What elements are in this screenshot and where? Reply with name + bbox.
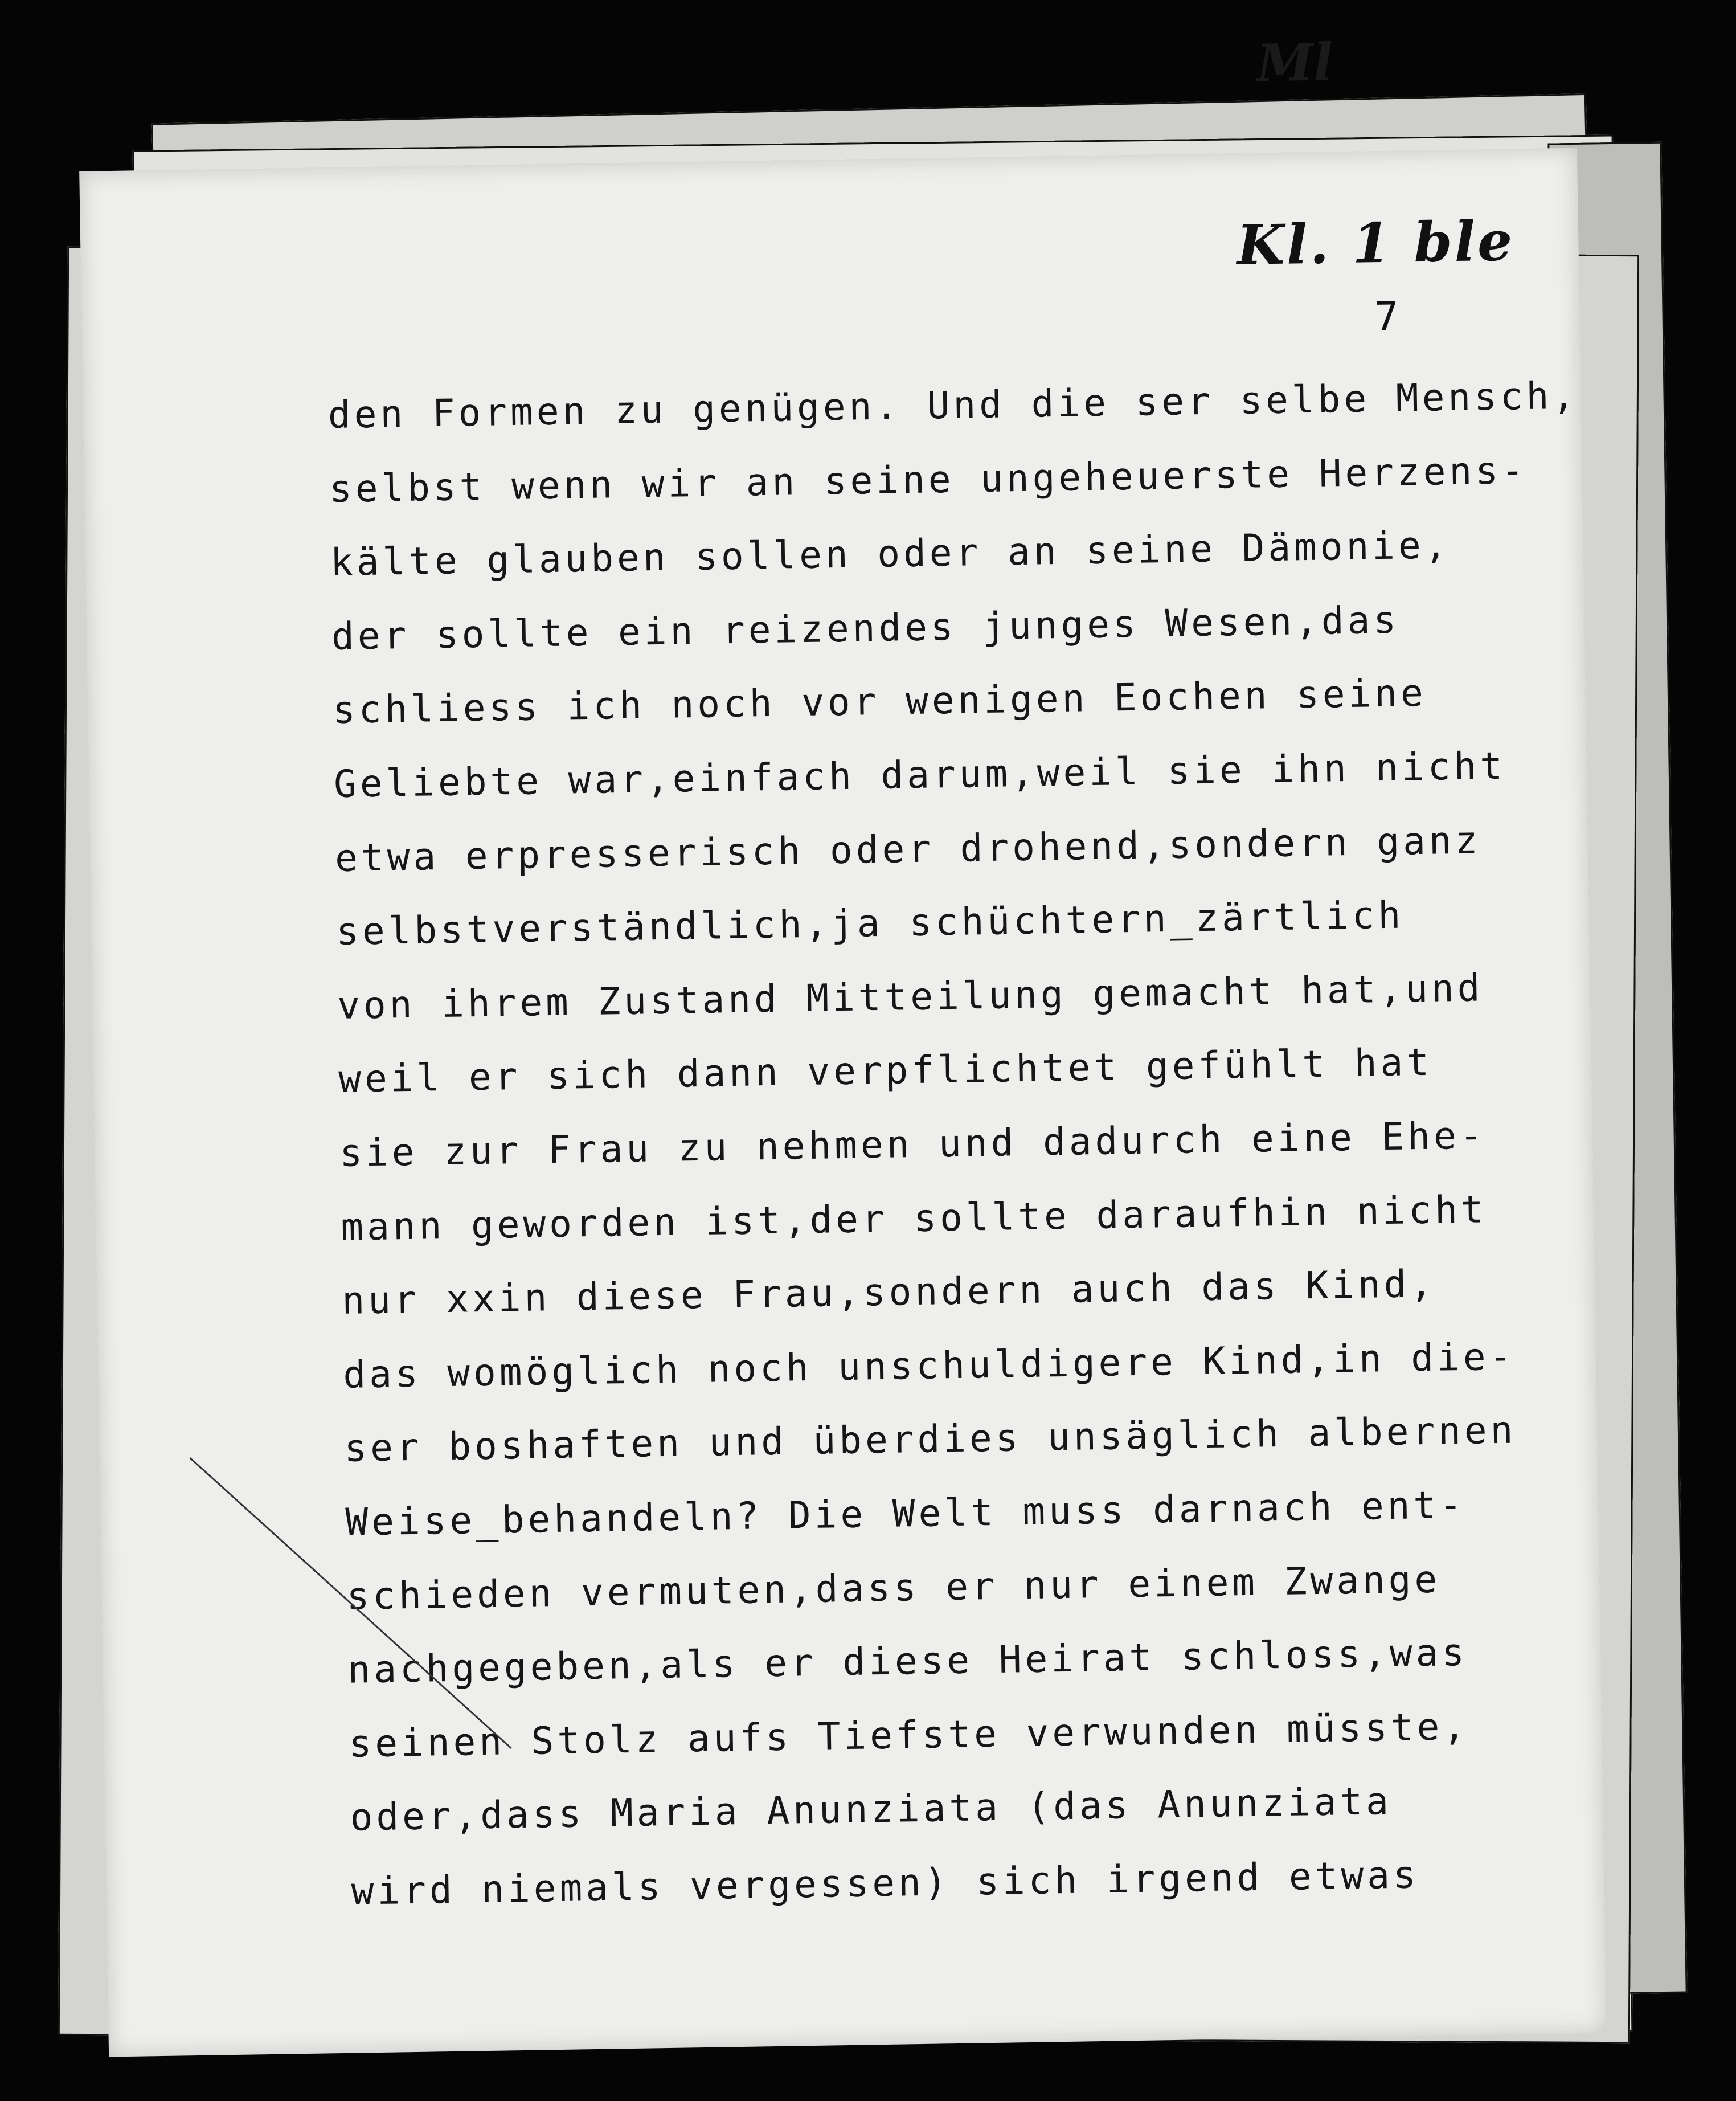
text-line: den Formen zu genügen. Und die ser selbe Mensch,	[327, 373, 1579, 438]
text-line: schieden vermuten,dass er nur einem Zwange	[346, 1557, 1441, 1618]
text-line: von ihrem Zustand Mitteilung gemacht hat,und	[337, 966, 1484, 1028]
page-number: 7	[1374, 293, 1399, 341]
text-line: mann geworden ist,der sollte daraufhin nicht	[340, 1187, 1488, 1249]
text-line: seinen Stolz aufs Tiefste verwunden müsste,	[348, 1704, 1469, 1766]
text-line: nachgegeben,als er diese Heirat schloss,was	[347, 1630, 1468, 1692]
text-line: der sollte ein reizendes junges Wesen,das	[331, 598, 1400, 659]
text-line: selbstverständlich,ja schüchtern_zärtlich	[335, 893, 1405, 954]
text-line: wird niemals vergessen) sich irgend etwas	[351, 1853, 1420, 1914]
corner-handwritten-note: Ml	[1256, 32, 1334, 94]
text-line: das womöglich noch unschuldigere Kind,in die-	[342, 1334, 1516, 1397]
typewritten-body	[327, 359, 1579, 1928]
text-line: weil er sich dann verpflichtet gefühlt hat	[338, 1040, 1433, 1102]
text-line: kälte glauben sollen oder an seine Dämonie,	[330, 523, 1451, 585]
text-line: nur xxin diese Frau,sondern auch das Kind,	[341, 1261, 1436, 1323]
text-line: ser boshaften und überdies unsäglich albernen	[343, 1408, 1517, 1471]
text-line: Weise_behandeln? Die Welt muss darnach ent-	[345, 1482, 1466, 1544]
text-line: sie zur Frau zu nehmen und dadurch eine Ehe-	[339, 1113, 1487, 1175]
text-line: oder,dass Maria Anunziata (das Anunziata	[350, 1779, 1393, 1840]
text-line: Geliebte war,einfach darum,weil sie ihn nicht	[333, 743, 1506, 806]
text-line: selbst wenn wir an seine ungeheuerste Herzens-	[329, 448, 1528, 511]
typed-page	[79, 32, 1607, 2057]
handwritten-annotation: Kl. 1 ble	[1236, 209, 1515, 277]
text-line: schliess ich noch vor wenigen Eochen seine	[332, 671, 1427, 733]
text-line: etwa erpresserisch oder drohend,sondern ganz	[334, 817, 1481, 880]
